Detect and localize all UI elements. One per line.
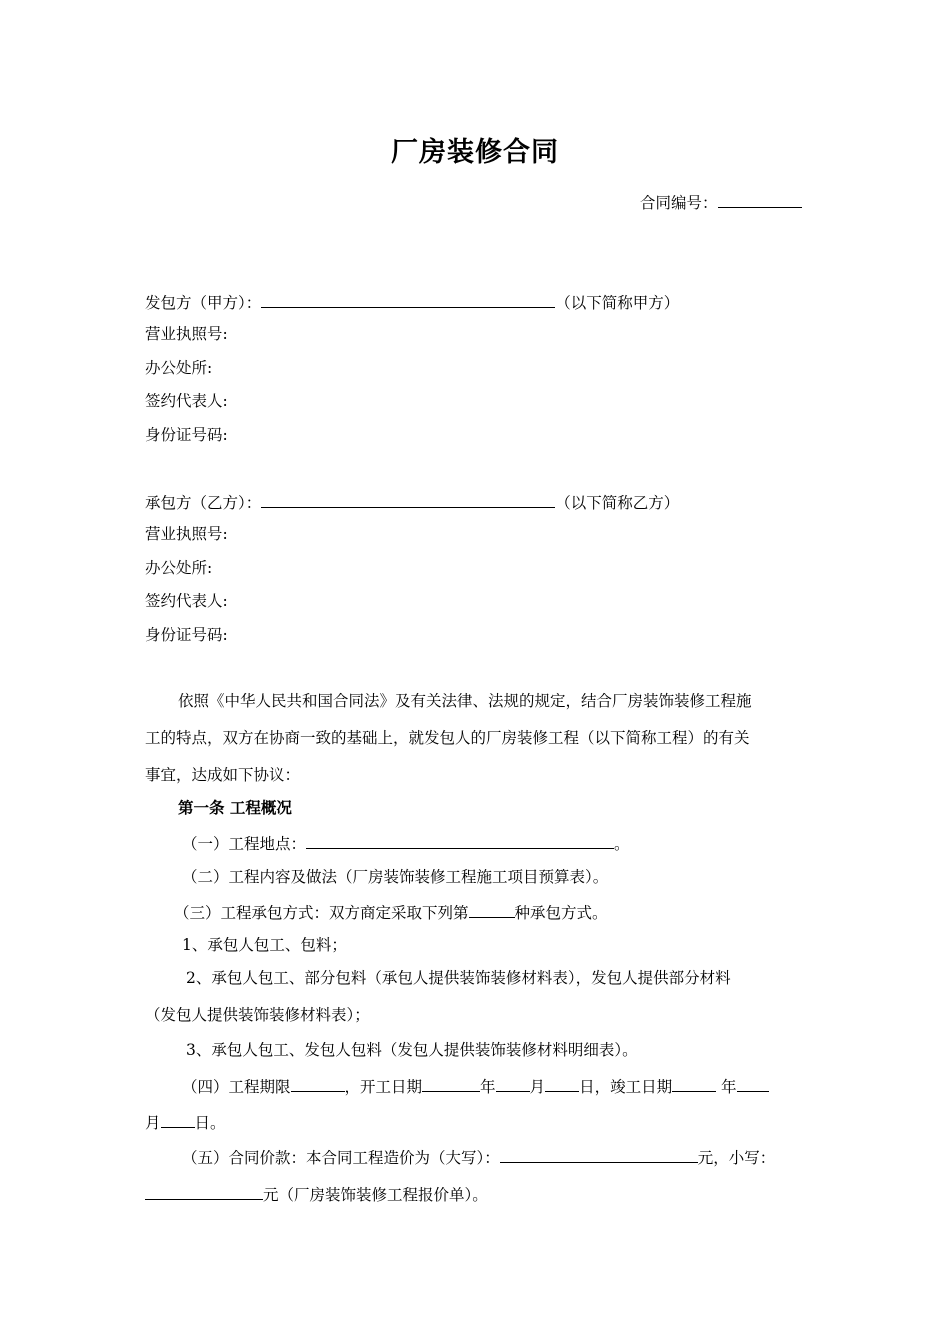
contract-number [640,191,802,213]
price-lower-label: 元，小写： [697,1149,776,1167]
item-4-period [182,1075,769,1097]
start-year-blank[interactable] [422,1075,480,1092]
party-a-id: 身份证号码: [145,426,228,444]
party-b-suffix: （以下简称乙方） [555,494,680,512]
option-2-line-1: 2、承包人包工、部分包料（承包人提供装饰装修材料表），发包人提供部分材料 [186,969,731,987]
item-1-label: （一）工程地点： [182,835,307,853]
party-b-office: 办公处所: [145,559,213,577]
option-1: 1、承包人包工、包料； [182,936,347,954]
document-title: 厂房装修合同 [391,137,559,168]
party-a-office: 办公处所: [145,359,213,377]
party-a-blank[interactable] [261,291,555,308]
item-3-suffix: 种承包方式。 [514,904,608,922]
item-2-content: （二）工程内容及做法（厂房装饰装修工程施工项目预算表）。 [182,868,609,886]
party-a-rep: 签约代表人: [145,392,228,410]
end-month-blank-start[interactable] [737,1075,769,1092]
party-b-rep: 签约代表人: [145,592,228,610]
method-blank[interactable] [469,901,515,918]
item-5-price [182,1146,775,1168]
intro-line-2: 工的特点，双方在协商一致的基础上，就发包人的厂房装修工程（以下简称工程）的有关 [145,729,750,747]
item-1-suffix: 。 [614,835,630,853]
start-month-blank[interactable] [496,1075,530,1092]
price-unit-label: 元（厂房装饰装修工程报价单）。 [263,1186,488,1204]
item-3-method [174,901,608,923]
end-month-label: 月 [145,1114,161,1132]
party-b-line [145,491,679,513]
end-day-label: 日。 [194,1114,226,1132]
start-date-label: ，开工日期 [344,1078,423,1096]
location-blank[interactable] [306,832,614,849]
item-5-label: （五）合同价款：本合同工程造价为（大写）： [182,1149,500,1167]
item-5-price-cont [145,1183,488,1205]
party-b-label: 承包方（乙方）： [145,494,262,512]
start-month-label: 月 [529,1078,546,1096]
period-blank[interactable] [291,1075,345,1092]
party-b-id: 身份证号码: [145,626,228,644]
price-lower-blank[interactable] [145,1183,263,1200]
option-3: 3、承包人包工、发包人包料（发包人提供装饰装修材料明细表）。 [186,1041,638,1059]
item-4-period-cont [145,1111,226,1133]
intro-line-3: 事宜，达成如下协议： [145,766,301,784]
end-date-label: 日，竣工日期 [579,1078,673,1096]
end-year-blank[interactable] [672,1075,716,1092]
end-year-label: 年 [716,1078,737,1096]
item-4-label: （四）工程期限 [182,1078,291,1096]
party-a-label: 发包方（甲方）： [145,294,262,312]
intro-line-1: 依照《中华人民共和国合同法》及有关法律、法规的规定，结合厂房装饰装修工程施 [178,692,752,710]
item-3-label: （三）工程承包方式：双方商定采取下列第 [174,904,469,922]
party-a-suffix: （以下简称甲方） [555,294,680,312]
party-a-license: 营业执照号: [145,325,228,343]
contract-number-blank[interactable] [718,191,802,208]
option-2-line-2: （发包人提供装饰装修材料表）； [145,1006,370,1024]
item-1-location [182,832,630,854]
article-1-heading: 第一条 工程概况 [178,799,292,817]
price-upper-blank[interactable] [500,1146,698,1163]
party-b-license: 营业执照号: [145,525,228,543]
contract-number-label: 合同编号： [640,194,718,212]
party-a-line [145,291,679,313]
start-day-blank[interactable] [545,1075,579,1092]
end-day-blank[interactable] [161,1111,195,1128]
party-b-blank[interactable] [261,491,555,508]
start-year-label: 年 [480,1078,496,1096]
